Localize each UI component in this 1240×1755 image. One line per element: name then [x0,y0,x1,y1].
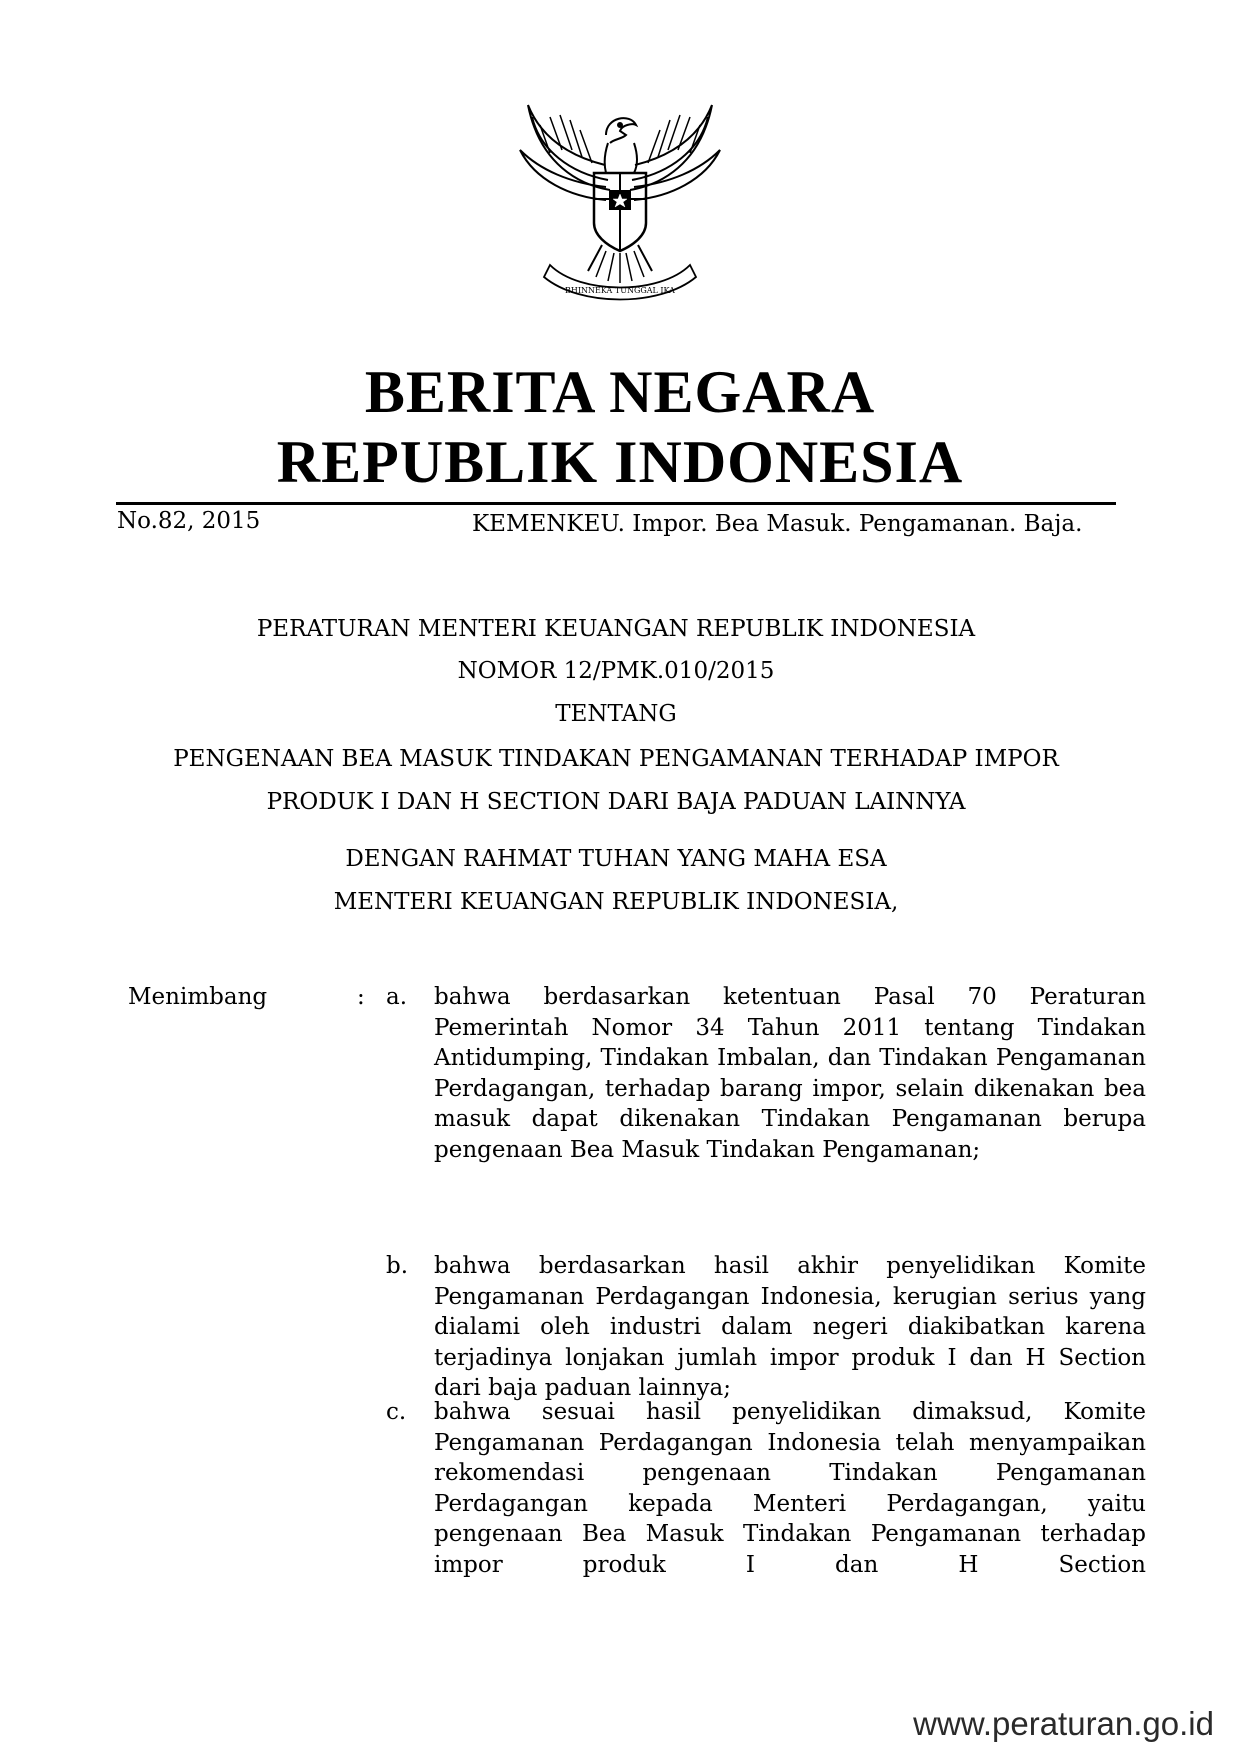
gazette-number: No.82, 2015 [117,508,261,534]
regulation-title-line2: PRODUK I DAN H SECTION DARI BAJA PADUAN LAINNYA [266,789,966,815]
item-text: bahwa berdasarkan ketentuan Pasal 70 Peraturan Pemerintah Nomor 34 Tahun 2011 tentang Tindakan Antidumping, Tindakan Imbalan, dan Tindakan Pengamanan Perdagangan, terhadap barang impor, selain dikenakan bea masuk dapat dikenakan Tindakan Pengamanan berupa pengenaan Bea Masuk Tindakan Pengamanan; [434,984,1146,1163]
gazette-topic: KEMENKEU. Impor. Bea Masuk. Pengamanan. Baja. [472,511,1083,537]
item-text: bahwa sesuai hasil penyelidikan dimaksud, Komite Pengamanan Perdagangan Indonesia telah menyampaikan rekomendasi pengenaan Tindakan Pengamanan Perdagangan kepada Menteri Perdagangan, yaitu pengenaan Bea Masuk Tindakan Pengamanan terhadap impor produk I dan H Section [434,1399,1146,1578]
considering-label: Menimbang [128,984,268,1010]
masthead-title-line2: REPUBLIK INDONESIA [276,429,964,495]
item-letter: c. [386,1399,407,1425]
regulation-type: PERATURAN MENTERI KEUANGAN REPUBLIK INDONESIA [256,616,976,642]
considering-colon: : [357,984,365,1010]
masthead-divider [116,502,1116,505]
svg-text:BHINNEKA TUNGGAL IKA: BHINNEKA TUNGGAL IKA [565,286,675,295]
regulation-number: NOMOR 12/PMK.010/2015 [457,658,775,684]
issuing-authority: MENTERI KEUANGAN REPUBLIK INDONESIA, [333,889,899,915]
item-text: bahwa berdasarkan hasil akhir penyelidikan Komite Pengamanan Perdagangan Indonesia, kerugian serius yang dialami oleh industri dalam negeri diakibatkan karena terjadinya lonjakan jumlah impor produk I dan H Section dari baja paduan lainnya; [434,1253,1146,1401]
invocation: DENGAN RAHMAT TUHAN YANG MAHA ESA [345,846,887,872]
footer-url: www.peraturan.go.id [913,1705,1214,1742]
regulation-title-line1: PENGENAAN BEA MASUK TINDAKAN PENGAMANAN TERHADAP IMPOR [173,746,1059,772]
garuda-pancasila-emblem [510,95,730,310]
masthead-title-line1: BERITA NEGARA [364,359,876,425]
regulation-about: TENTANG [555,701,677,727]
item-letter: a. [386,984,408,1010]
item-letter: b. [386,1253,409,1279]
